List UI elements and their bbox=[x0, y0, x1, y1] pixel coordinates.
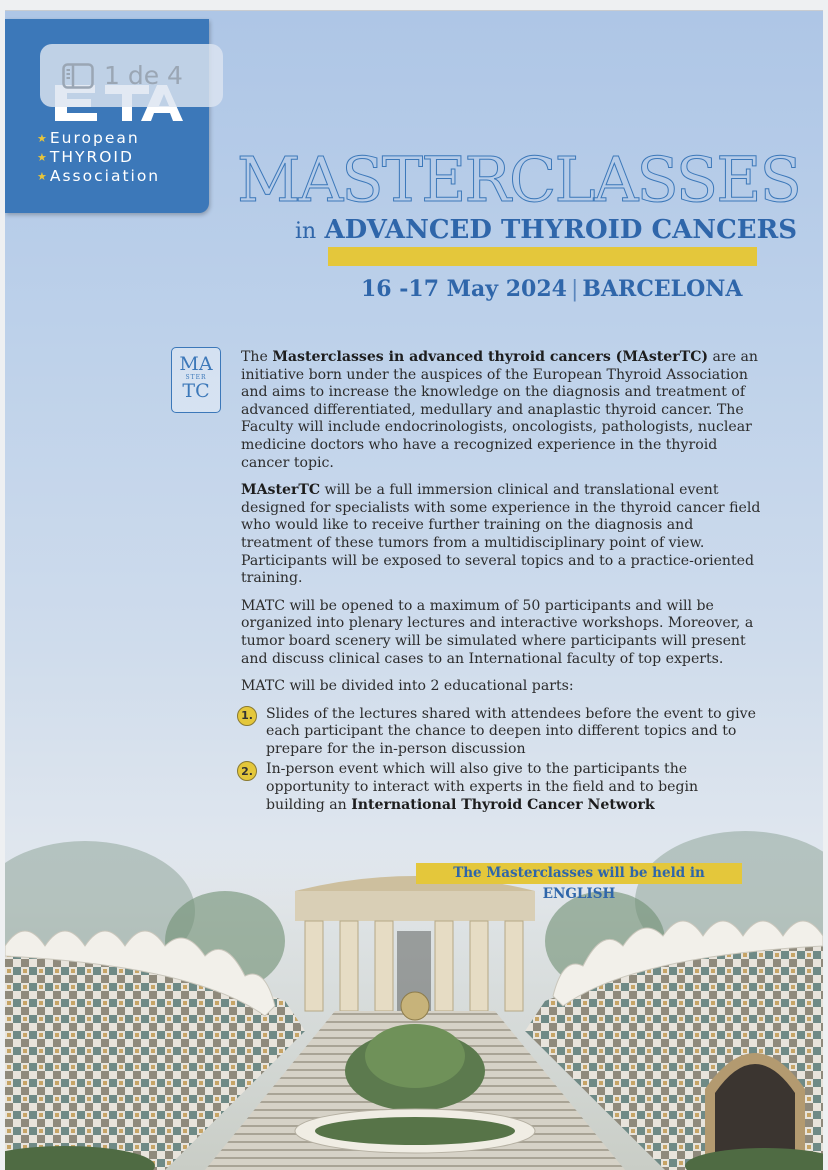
star-icon: ★ bbox=[37, 132, 47, 145]
matc-logo-bottom: TC bbox=[182, 380, 210, 402]
intro-body bbox=[241, 349, 761, 817]
matc-logo bbox=[171, 347, 221, 413]
number-badge-1: 1. bbox=[237, 706, 257, 726]
page-indicator-label: 1 de 4 bbox=[104, 61, 183, 90]
event-date-location bbox=[361, 276, 742, 302]
list-item-text bbox=[266, 761, 761, 814]
page-subtitle bbox=[295, 215, 797, 245]
subtitle-underline-bar bbox=[328, 247, 757, 266]
sidebar-toggle-icon[interactable] bbox=[62, 63, 94, 89]
matc-logo-top: MA bbox=[179, 353, 213, 375]
star-icon: ★ bbox=[37, 151, 47, 164]
logo-line-association: Association bbox=[49, 167, 161, 185]
document-page bbox=[5, 10, 823, 1170]
logo-line-european: European bbox=[49, 129, 140, 147]
list-item-2-start: In-person event which will also give to the participants the opportunity to interact with experts in the field and to begin building an bbox=[266, 761, 699, 813]
intro-paragraph-3: MATC will be opened to a maximum of 50 participants and will be organized into plenary lectures and interactive workshops. Moreover, a tumor board scenery will be simulated where participants will present and discuss clinical cases to an International faculty of top experts. bbox=[241, 597, 754, 667]
list-item-2-bold: International Thyroid Cancer Network bbox=[351, 796, 655, 813]
p1-start: The bbox=[241, 349, 273, 365]
eta-logo-text bbox=[37, 129, 160, 186]
list-item-text: Slides of the lectures shared with attendees before the event to give each participant the chance to deepen into different topics and to prepare for the in-person discussion bbox=[266, 705, 756, 757]
list-item bbox=[237, 706, 761, 759]
event-city: BARCELONA bbox=[582, 276, 743, 302]
language-note-banner: The Masterclasses will be held in ENGLISH bbox=[416, 863, 742, 884]
p1-rest: are an initiative born under the auspices of the European Thyroid Association and aims to increase the knowledge on the diagnosis and treatment of advanced differentiated, medullary and anaplastic thyroid cancer. The Faculty will include endocrinologists, oncologists, pathologists, nuclear medicine doctors who have a recognized experience in the thyroid cancer topic. bbox=[241, 349, 758, 471]
intro-paragraph-2 bbox=[241, 482, 761, 588]
star-icon: ★ bbox=[37, 170, 47, 183]
p2-bold: MAsterTC bbox=[241, 482, 321, 499]
subtitle-text: ADVANCED THYROID CANCERS bbox=[324, 215, 797, 245]
logo-line-thyroid: THYROID bbox=[49, 148, 134, 166]
p1-bold: Masterclasses in advanced thyroid cancers (MAsterTC) bbox=[272, 349, 709, 365]
subtitle-prefix: in bbox=[295, 219, 317, 244]
page-indicator[interactable] bbox=[40, 44, 223, 107]
p2-rest: will be a full immersion clinical and translational event designed for specialists with some experience in the thyroid cancer field who would like to receive further training on the diagnosis and treatment of these tumors from a multidisciplinary point of view. Participants will be exposed to several topics and to a practice-oriented training. bbox=[241, 482, 761, 587]
list-item bbox=[237, 761, 761, 814]
intro-paragraph-1 bbox=[241, 349, 761, 472]
matc-logo-middle: STER bbox=[185, 374, 207, 381]
number-badge-2: 2. bbox=[237, 761, 257, 781]
parts-title: MATC will be divided into 2 educational parts: bbox=[241, 678, 574, 695]
event-dates: 16 -17 May 2024 bbox=[361, 276, 567, 302]
page-title: MASTERCLASSES bbox=[237, 143, 800, 216]
date-separator: | bbox=[570, 277, 579, 302]
